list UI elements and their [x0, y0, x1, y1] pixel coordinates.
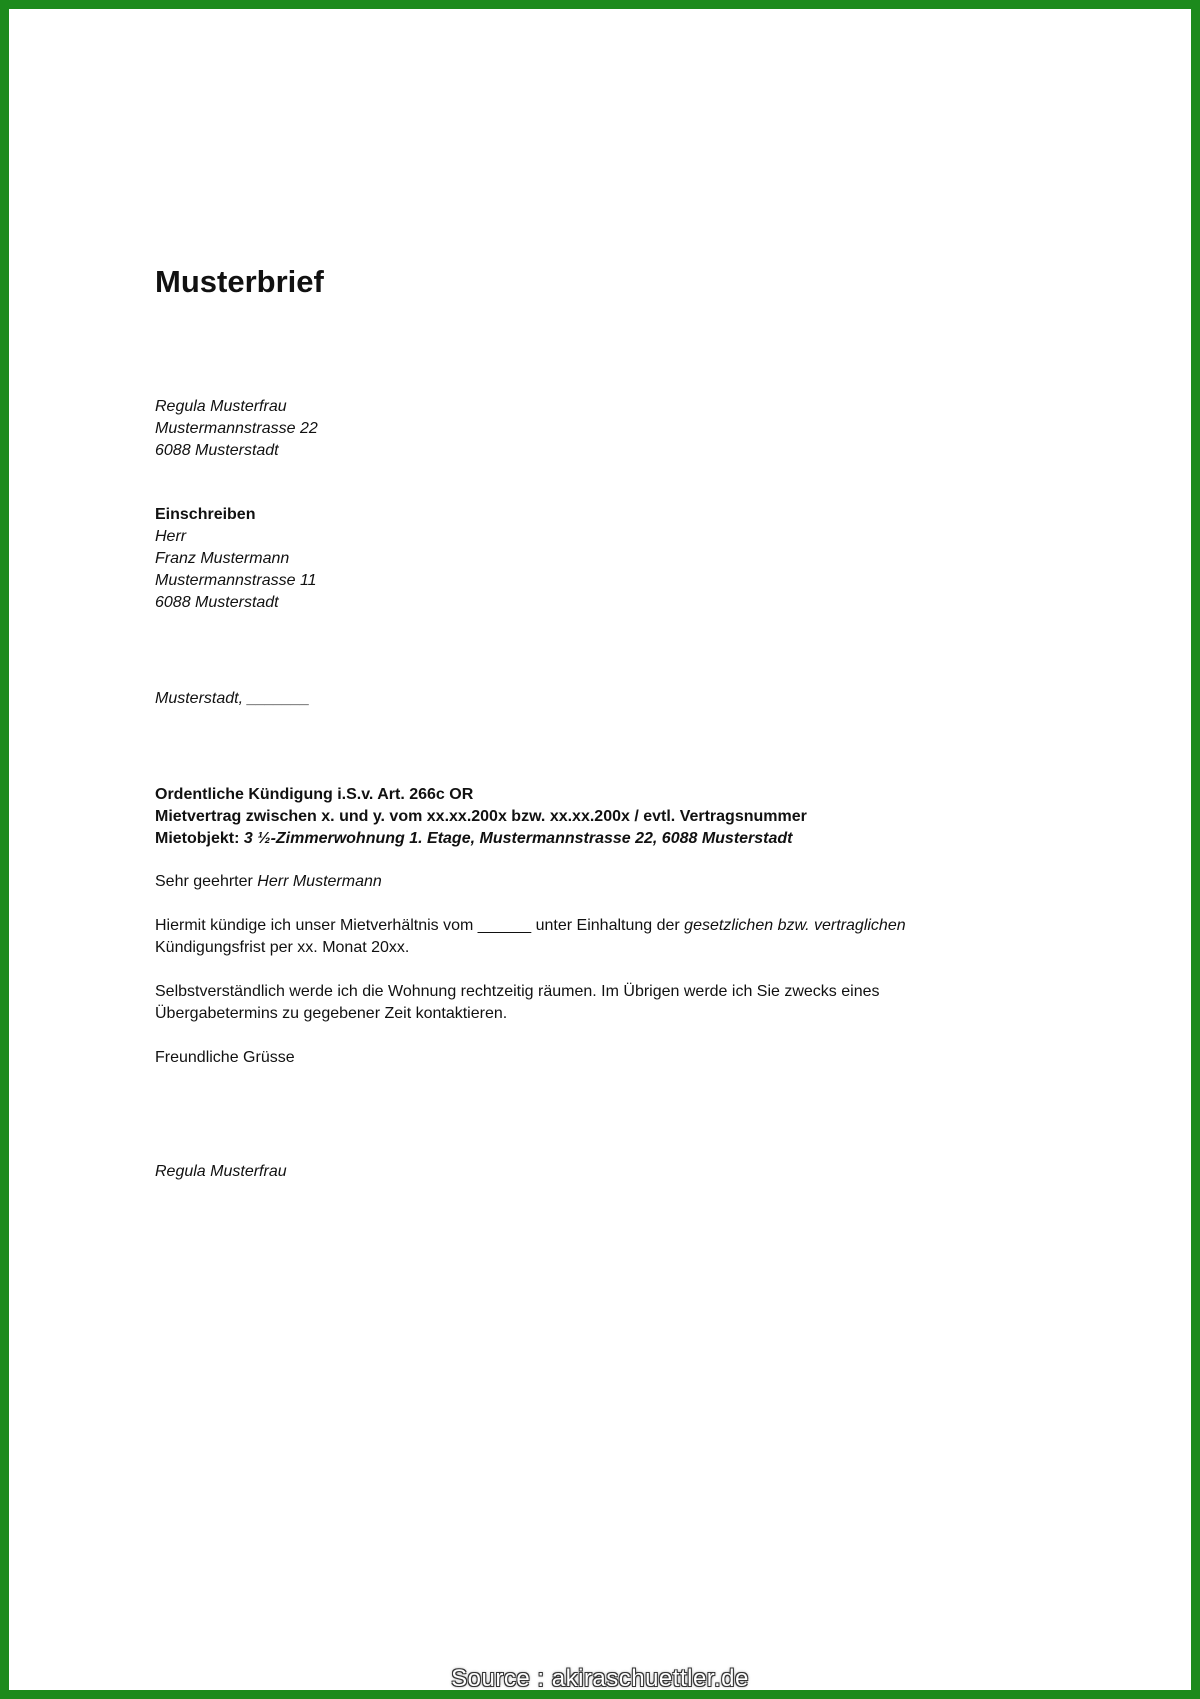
signature: Regula Musterfrau: [155, 1163, 287, 1180]
recipient-city: 6088 Musterstadt: [155, 594, 279, 611]
subject-object-value: 3 ½-Zimmerwohnung 1. Etage, Mustermannstrasse 22, 6088 Musterstadt: [243, 830, 793, 847]
paragraph-2: [155, 981, 1055, 1025]
recipient-name: Franz Mustermann: [155, 550, 290, 567]
recipient-street: Mustermannstrasse 11: [155, 572, 317, 589]
source-watermark: Source : akiraschuettler.de: [451, 1665, 749, 1692]
paragraph-1-line-2: Kündigungsfrist per xx. Monat 20xx.: [155, 939, 410, 956]
closing: Freundliche Grüsse: [155, 1049, 295, 1066]
sender-name: Regula Musterfrau: [155, 398, 287, 415]
sender-street: Mustermannstrasse 22: [155, 420, 318, 437]
paragraph-2-line-2: Übergabetermins zu gegebener Zeit kontaktieren.: [155, 1005, 508, 1022]
subject: [155, 784, 1055, 850]
paragraph-1-text: Hiermit kündige ich unser Mietverhältnis vom ______ unter Einhaltung der: [155, 917, 685, 934]
subject-line-1: Ordentliche Kündigung i.S.v. Art. 266c OR: [155, 786, 474, 803]
salutation-prefix: Sehr geehrter: [155, 873, 258, 890]
paragraph-1-italic: gesetzlichen bzw. vertraglichen: [684, 917, 906, 934]
sender-city: 6088 Musterstadt: [155, 442, 279, 459]
subject-line-3: [155, 828, 1055, 850]
subject-object-label: Mietobjekt:: [155, 830, 244, 847]
salutation-name: Herr Mustermann: [257, 873, 382, 890]
recipient-label: Einschreiben: [155, 506, 256, 523]
paragraph-1: [155, 915, 1055, 959]
subject-line-2: Mietvertrag zwischen x. und y. vom xx.xx.200x bzw. xx.xx.200x / evtl. Vertragsnummer: [155, 808, 807, 825]
sender-address: [155, 396, 1055, 462]
recipient-address: [155, 504, 1055, 614]
paragraph-2-line-1: Selbstverständlich werde ich die Wohnung rechtzeitig räumen. Im Übrigen werde ich Sie zwecks eines: [155, 983, 880, 1000]
letter: [155, 262, 1055, 1183]
place-date: Musterstadt, _______: [155, 690, 310, 707]
recipient-title: Herr: [155, 528, 187, 545]
salutation: [155, 871, 1055, 893]
letter-title: Musterbrief: [155, 264, 324, 299]
paragraph-1-line-1: [155, 915, 1055, 937]
